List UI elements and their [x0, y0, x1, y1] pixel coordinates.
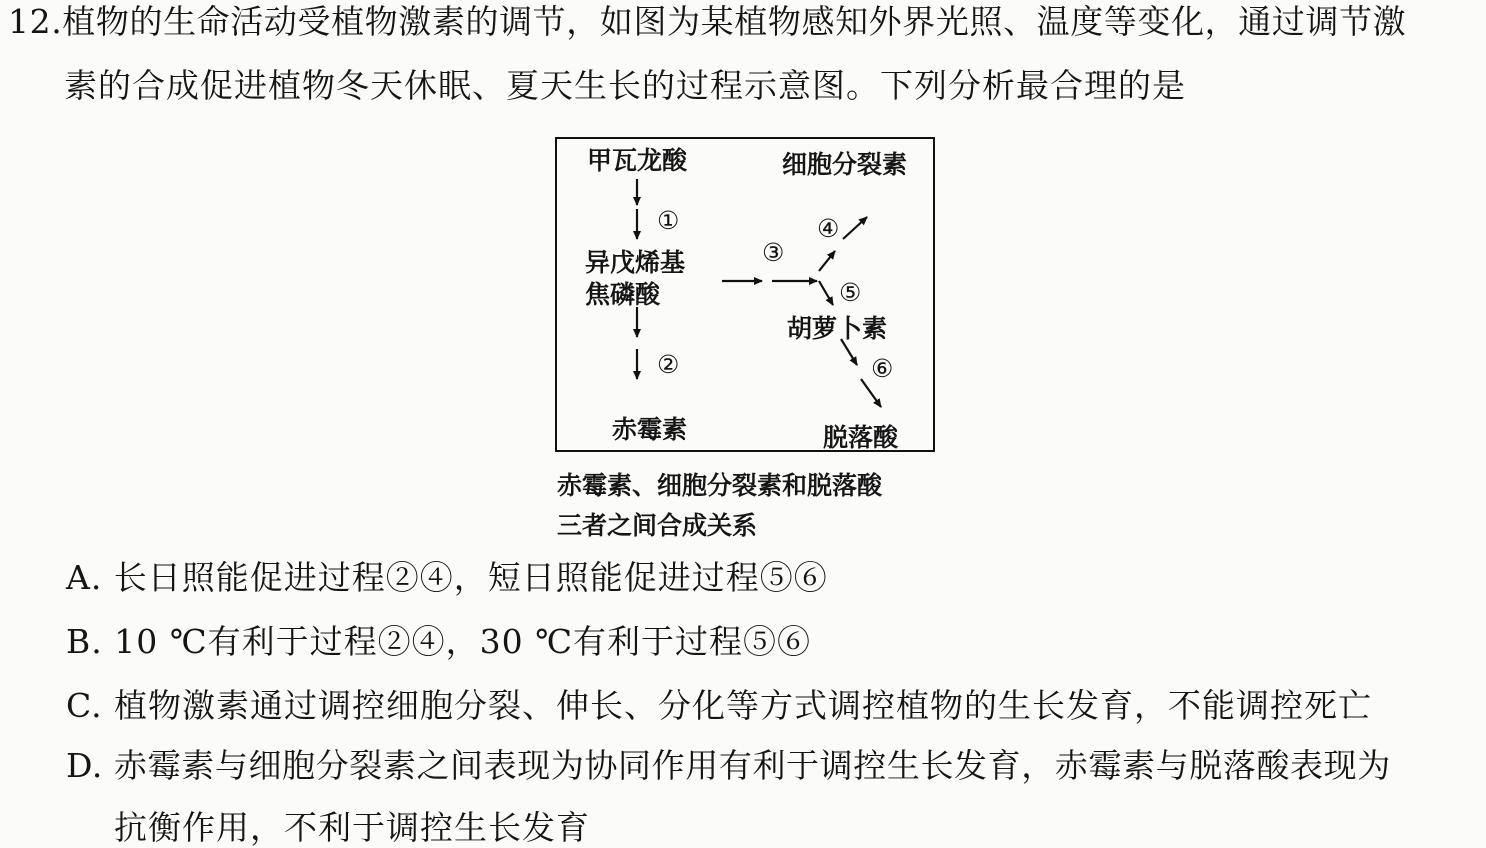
- node-mevalonic-acid: 甲瓦龙酸: [587, 146, 688, 175]
- option-d-line-2: 抗衡作用，不利于调控生长发育: [114, 808, 590, 847]
- node-gibberellin: 赤霉素: [612, 415, 688, 444]
- arrow-step5: [819, 281, 833, 305]
- option-c: C. 植物激素通过调控细胞分裂、伸长、分化等方式调控植物的生长发育，不能调控死亡: [66, 686, 1373, 725]
- option-d-line-1: D. 赤霉素与细胞分裂素之间表现为协同作用有利于调控生长发育，赤霉素与脱落酸表现为: [66, 746, 1391, 785]
- arrow-step6: [861, 379, 881, 407]
- question-stem-line-1: 12.植物的生命活动受植物激素的调节，如图为某植物感知外界光照、温度等变化，通过调节激: [8, 2, 1407, 41]
- option-a: A. 长日照能促进过程②④，短日照能促进过程⑤⑥: [66, 558, 828, 597]
- diagram-caption-line-2: 三者之间合成关系: [557, 511, 758, 540]
- node-carotene: 胡萝卜素: [787, 314, 888, 343]
- hormone-synthesis-diagram: [555, 137, 935, 452]
- step-4-label: ④: [817, 214, 840, 243]
- question-stem-line-2: 素的合成促进植物冬天休眠、夏天生长的过程示意图。下列分析最合理的是: [64, 66, 1186, 105]
- step-2-label: ②: [657, 350, 680, 379]
- step-1-label: ①: [657, 206, 680, 235]
- node-ipp-line-1: 异戊烯基: [585, 248, 686, 277]
- arrow-step4-a: [819, 251, 835, 271]
- option-b: B. 10 ℃有利于过程②④，30 ℃有利于过程⑤⑥: [66, 622, 812, 661]
- step-6-label: ⑥: [871, 354, 894, 383]
- step-5-label: ⑤: [839, 278, 862, 307]
- arrow-step4: [843, 217, 867, 239]
- step-3-label: ③: [762, 238, 785, 267]
- node-ipp-line-2: 焦磷酸: [585, 280, 661, 309]
- diagram-caption-line-1: 赤霉素、细胞分裂素和脱落酸: [557, 471, 883, 500]
- node-abscisic-acid: 脱落酸: [823, 423, 899, 452]
- node-cytokinin: 细胞分裂素: [782, 150, 908, 179]
